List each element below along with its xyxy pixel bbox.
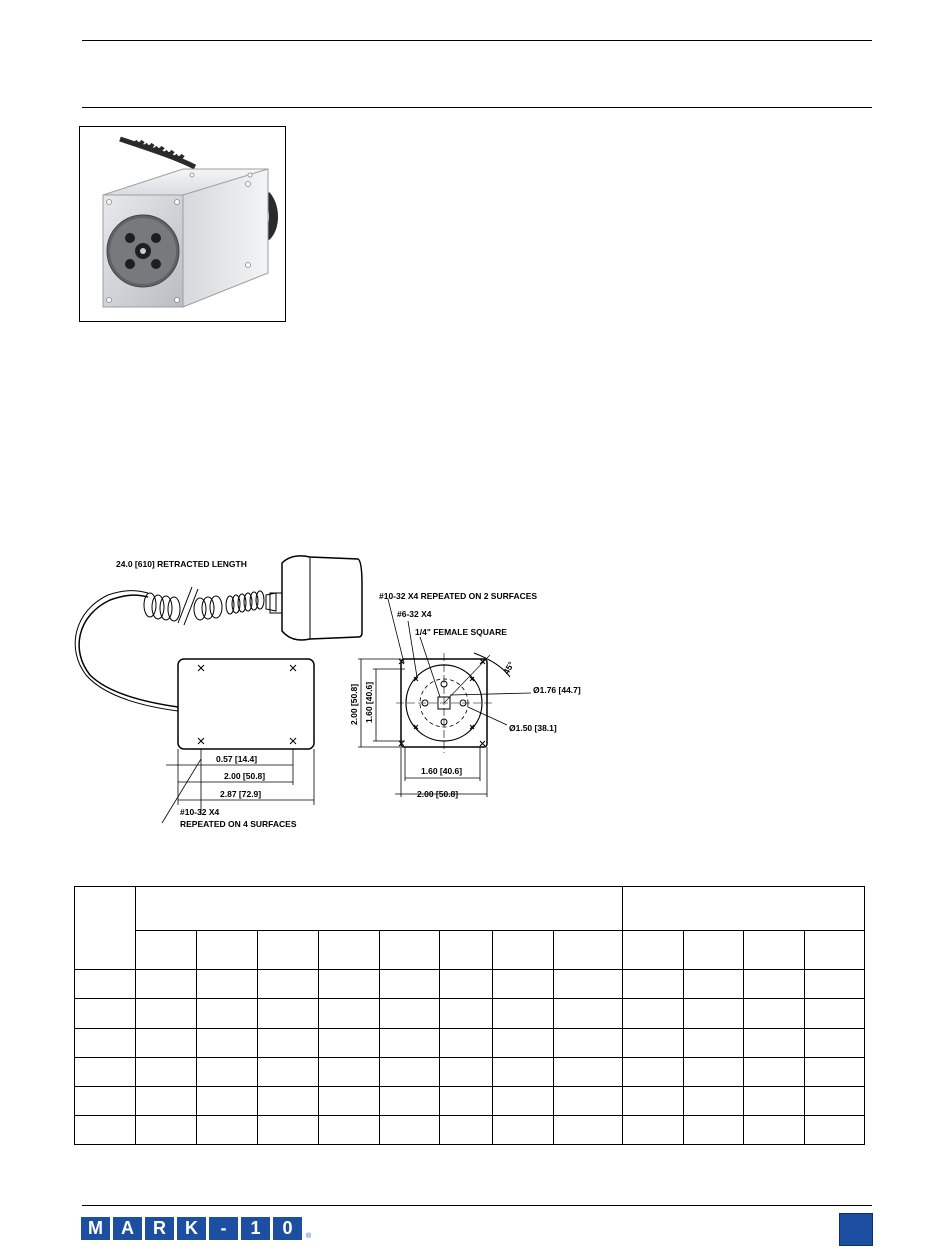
dia-150-label: Ø1.50 [38.1]	[509, 723, 557, 733]
width-200-label: 2.00 [50.8]	[417, 789, 459, 799]
table-row	[75, 1057, 865, 1086]
side-view-body	[178, 659, 314, 749]
thread-note-line1: #10-32 X4	[180, 807, 220, 817]
table-header-group-cell	[136, 887, 623, 931]
header-rule-top	[82, 40, 872, 41]
table-row	[75, 999, 865, 1028]
table-row	[75, 1086, 865, 1115]
angle-label: 45°	[501, 659, 517, 676]
width-160-label: 1.60 [40.6]	[421, 766, 463, 776]
dimension-drawing	[70, 545, 610, 835]
specification-table	[74, 886, 865, 1145]
dim-200-side-label: 2.00 [50.8]	[224, 771, 266, 781]
mark-10-logo	[81, 1217, 311, 1240]
height-160-label: 1.60 [40.6]	[364, 681, 374, 723]
female-square-note: 1/4" FEMALE SQUARE	[415, 627, 507, 637]
cable-coils	[144, 591, 264, 621]
dim-057-label: 0.57 [14.4]	[216, 754, 258, 764]
dia-176-label: Ø1.76 [44.7]	[533, 685, 581, 695]
dim-287-label: 2.87 [72.9]	[220, 789, 262, 799]
product-photo	[79, 126, 286, 322]
cable-length-label: 24.0 [610] RETRACTED LENGTH	[116, 559, 247, 569]
header-rule-bottom	[82, 107, 872, 108]
logo-letter: M	[81, 1217, 110, 1240]
logo-letter: A	[113, 1217, 142, 1240]
table-header-cell	[75, 887, 136, 970]
thread-note-line2: REPEATED ON 4 SURFACES	[180, 819, 297, 829]
table-row	[75, 970, 865, 999]
table-subheader-row	[75, 931, 865, 970]
logo-letter: 1	[241, 1217, 270, 1240]
thread-note-2-surfaces: #10-32 X4 REPEATED ON 2 SURFACES	[379, 591, 538, 601]
table-row	[75, 1028, 865, 1057]
connector-body	[282, 556, 362, 640]
footer-rule	[82, 1205, 872, 1206]
table-row	[75, 1115, 865, 1144]
logo-letter: 0	[273, 1217, 302, 1240]
registered-mark: ®	[306, 1233, 312, 1240]
logo-letter: -	[209, 1217, 238, 1240]
page-number-box	[839, 1213, 873, 1246]
logo-letter: K	[177, 1217, 206, 1240]
logo-letter: R	[145, 1217, 174, 1240]
thread-note-6-32: #6-32 X4	[397, 609, 432, 619]
table-header-row	[75, 887, 865, 931]
height-200-label: 2.00 [50.8]	[349, 683, 359, 725]
table-header-group-cell	[623, 887, 865, 931]
